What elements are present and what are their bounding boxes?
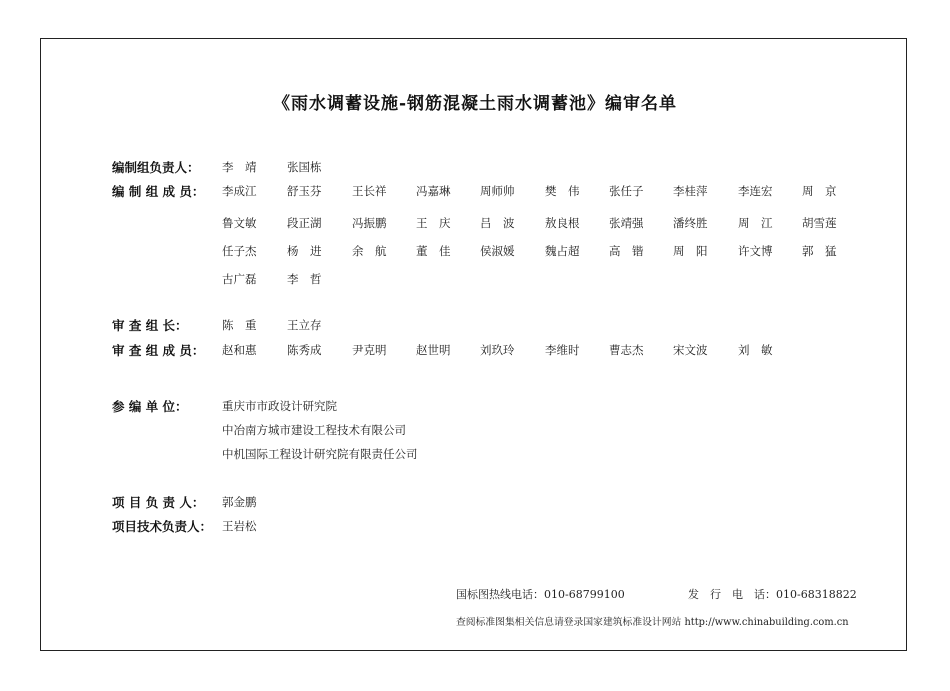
- compile-member-name: 胡雪莲: [802, 216, 837, 230]
- compile-member-name: 潘终胜: [673, 216, 708, 230]
- participating-unit: 中机国际工程设计研究院有限责任公司: [222, 447, 418, 461]
- compile-leaders-label: 编制组负责人：: [112, 160, 200, 175]
- participating-unit: 重庆市市政设计研究院: [222, 399, 337, 413]
- compile-member-name: 董 佳: [416, 244, 451, 258]
- review-member-name: 宋文波: [673, 343, 708, 357]
- compile-member-name: 舒玉芬: [287, 184, 322, 198]
- project-leader-label: 项 目 负 责 人：: [112, 495, 205, 510]
- compile-member-name: 周师帅: [480, 184, 515, 198]
- compile-member-name: 李成江: [222, 184, 257, 198]
- compile-member-name: 李桂萍: [673, 184, 708, 198]
- document-title: 《雨水调蓄设施-钢筋混凝土雨水调蓄池》编审名单: [272, 94, 678, 114]
- review-leader-name: 王立存: [287, 318, 322, 332]
- compile-member-name: 古广磊: [222, 272, 257, 286]
- review-member-name: 尹克明: [352, 343, 387, 357]
- participating-units-label: 参 编 单 位：: [112, 399, 188, 414]
- compile-member-name: 周 京: [802, 184, 837, 198]
- compile-leader-name: 张国栋: [287, 160, 322, 174]
- review-member-name: 曹志杰: [609, 343, 644, 357]
- review-member-name: 赵世明: [416, 343, 451, 357]
- review-leader-name: 陈 重: [222, 318, 257, 332]
- compile-members-label: 编 制 组 成 员：: [112, 184, 205, 199]
- review-member-name: 刘 敏: [738, 343, 773, 357]
- compile-member-name: 段正湖: [287, 216, 322, 230]
- compile-member-name: 王 庆: [416, 216, 451, 230]
- review-members-label: 审 查 组 成 员：: [112, 343, 205, 358]
- compile-member-name: 侯淑媛: [480, 244, 515, 258]
- compile-member-name: 周 江: [738, 216, 773, 230]
- compile-member-name: 王长祥: [352, 184, 387, 198]
- compile-member-name: 樊 伟: [545, 184, 580, 198]
- website-note: 查阅标准图集相关信息请登录国家建筑标准设计网站 http://www.chinabuilding.com.cn: [456, 617, 849, 628]
- review-leader-label: 审 查 组 长：: [112, 318, 188, 333]
- compile-member-name: 余 航: [352, 244, 387, 258]
- compile-member-name: 敖良根: [545, 216, 580, 230]
- compile-leader-name: 李 靖: [222, 160, 257, 174]
- compile-member-name: 许文博: [738, 244, 773, 258]
- issue-phone-text: 发 行 电 话：010-68318822: [688, 588, 857, 601]
- review-member-name: 赵和惠: [222, 343, 257, 357]
- review-member-name: 李维时: [545, 343, 580, 357]
- hotline-text: 国标图热线电话：010-68799100: [456, 588, 625, 601]
- compile-member-name: 冯嘉琳: [416, 184, 451, 198]
- participating-unit: 中冶南方城市建设工程技术有限公司: [222, 423, 406, 437]
- compile-member-name: 杨 进: [287, 244, 322, 258]
- project-leader-name: 郭金鹏: [222, 495, 257, 509]
- compile-member-name: 张任子: [609, 184, 644, 198]
- compile-member-name: 鲁文敏: [222, 216, 257, 230]
- compile-member-name: 高 锴: [609, 244, 644, 258]
- compile-member-name: 冯振鹏: [352, 216, 387, 230]
- compile-member-name: 周 阳: [673, 244, 708, 258]
- project-tech-leader-name: 王岩松: [222, 519, 257, 533]
- project-tech-leader-label: 项目技术负责人：: [112, 519, 213, 534]
- compile-member-name: 李连宏: [738, 184, 773, 198]
- compile-member-name: 魏占超: [545, 244, 580, 258]
- compile-member-name: 郭 猛: [802, 244, 837, 258]
- review-member-name: 刘玖玲: [480, 343, 515, 357]
- compile-member-name: 任子杰: [222, 244, 257, 258]
- compile-member-name: 吕 波: [480, 216, 515, 230]
- compile-member-name: 张靖强: [609, 216, 644, 230]
- compile-member-name: 李 哲: [287, 272, 322, 286]
- review-member-name: 陈秀成: [287, 343, 322, 357]
